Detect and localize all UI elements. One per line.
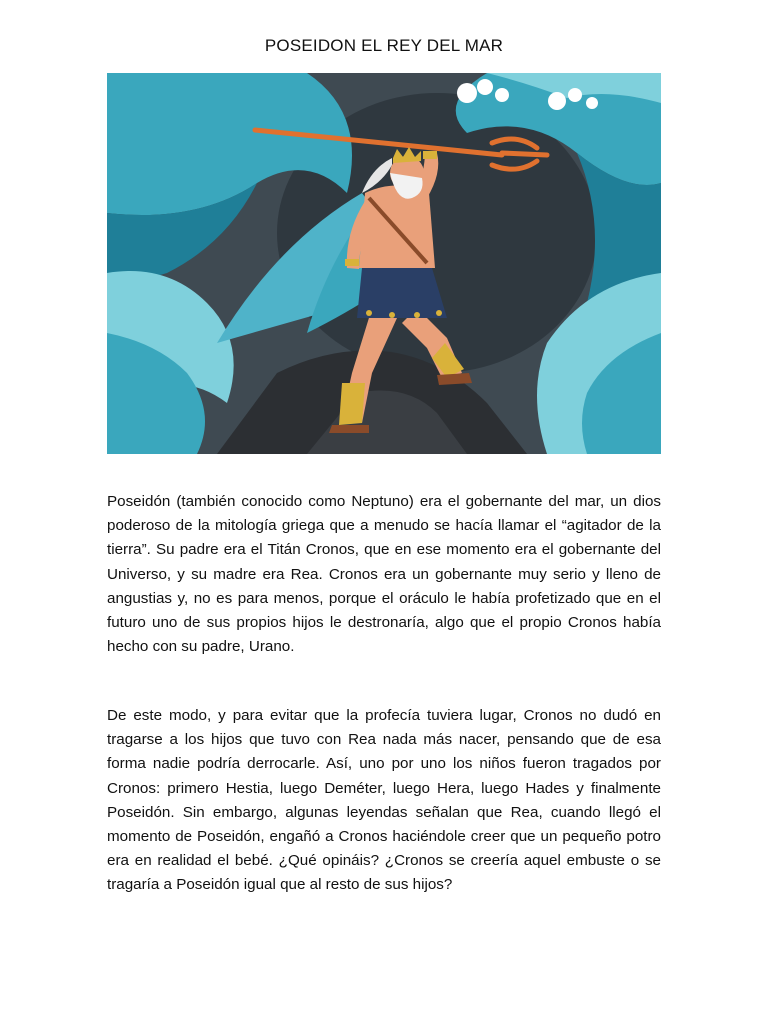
paragraph-1: Poseidón (también conocido como Neptuno) era el gobernante del mar, un dios poderoso de la mitología griega que a menudo se hacía llamar el “agitador de la tierra”. Su padre era el Titán Cronos, que en ese momento era el gobernante del Universo, y su madre era Rea. Cronos era un gobernante muy serio y lleno de angustias y, no es para menos, porque el oráculo le había profetizado que en el futuro uno de sus propios hijos le destronaría, algo que el propio Cronos había hecho con su padre, Urano. (107, 493, 661, 656)
poseidon-illustration (107, 73, 661, 454)
paragraph-2: De este modo, y para evitar que la profecía tuviera lugar, Cronos no dudó en tragarse a los hijos que tuvo con Rea nada más nacer, pensando que de esa forma nadie podría derrocarle. Así, uno por uno los niños fueron tragados por Cronos: primero Hestia, luego Deméter, luego Hera, luego Hades y finalmente Poseidón. Sin embargo, algunas leyendas señalan que Rea, cuando llegó el momento de Poseidón, engañó a Cronos haciéndole creer que un pequeño potro era en realidad el bebé. ¿Qué opináis? ¿Cronos se creería aquel embuste o se tragaría a Poseidón igual que al resto de sus hijos? (107, 707, 661, 894)
page-title: POSEIDON EL REY DEL MAR (264, 36, 504, 55)
